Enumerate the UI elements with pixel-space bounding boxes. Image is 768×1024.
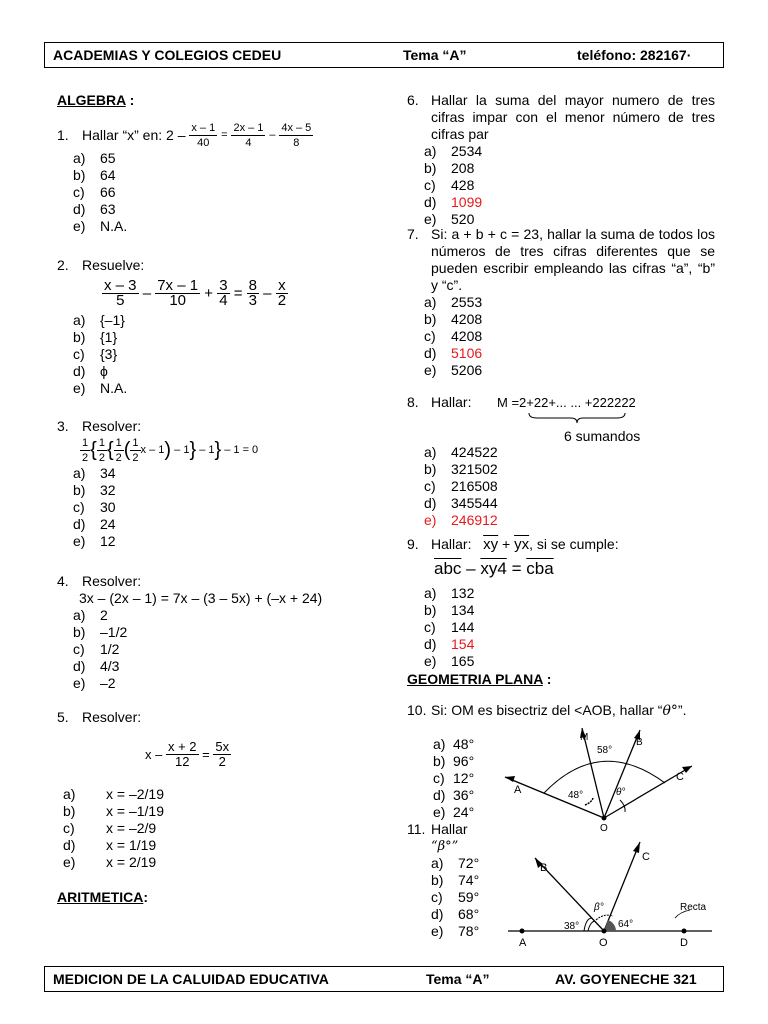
label-64: 64° <box>618 919 634 930</box>
question-2: 2. Resuelve: $\frac{x - 3}{5}$ – $\frac{7x - 1}{10}$ + $\frac{3}{4}$ = $\frac{8}{3}$ – $\frac{x}{2}$ a) {–1} b) {1} c) {3} d) ϕ e) N.A. <box>57 257 387 397</box>
q2-option-a[interactable]: a) {–1} <box>73 312 125 328</box>
q1-option-b[interactable]: b) 64 <box>73 167 116 183</box>
q8-option-b[interactable]: b) 321502 <box>424 461 498 477</box>
question-9: 9. Hallar: $\overline{xy} + \overline{yx}$, si se cumple: $\overline{abc} - xy4 = \overline{cba}$ a) 132 b) 134 c) 144 d) 154 e) 165 <box>407 536 717 670</box>
q3-equation: $\frac{1}{2}$ { $\frac{1}{2}$ { $\frac{1}{2}$ ( $\frac{1}{2}$ x – 1 ) – 1 } – 1 } – 1 = 0 <box>82 436 259 464</box>
footer-theme: Tema “A” <box>426 971 490 987</box>
geometria-heading: GEOMETRIA PLANA : <box>407 671 552 687</box>
q2-options <box>73 312 387 397</box>
question-8: 8. Hallar: M =2+22+... ... +222222 6 sumandos a) 424522 b) 321502 c) 216508 d) 345544 e) 246912 <box>407 394 717 411</box>
q5-option-e[interactable]: e) x = 2/19 <box>63 854 157 870</box>
point-O <box>602 929 607 934</box>
label-B: B <box>540 862 548 874</box>
q10-option-d[interactable]: d) 36° <box>433 787 475 803</box>
q6-option-b[interactable]: b) 208 <box>424 160 475 176</box>
q3-option-e[interactable]: e) 12 <box>73 533 116 549</box>
point-A <box>520 929 525 934</box>
q10-option-a[interactable]: a) 48° <box>433 736 475 752</box>
label-A: A <box>519 937 527 949</box>
q4-option-b[interactable]: b) –1/2 <box>73 624 128 640</box>
q9-condition: $\overline{abc} - xy4 = \overline{cba}$ <box>434 559 554 578</box>
q9-option-d[interactable]: d) 154 <box>424 636 475 652</box>
bottom-footer <box>44 966 724 992</box>
q2-option-b[interactable]: b) {1} <box>73 329 118 345</box>
q11-option-d[interactable]: d) 68° <box>431 906 480 922</box>
q7-option-b[interactable]: b) 4208 <box>424 311 483 327</box>
question-6: 6. Hallar la suma del mayor numero de tres cifras impar con el menor número de tres cifras par a) 2534 b) 208 c) 428 d) 1099 e) 520 <box>407 92 715 227</box>
q10-option-c[interactable]: c) 12° <box>433 770 475 786</box>
label-A: A <box>514 784 522 796</box>
arc-theta <box>620 800 625 812</box>
q6-option-e[interactable]: e) 520 <box>424 211 475 227</box>
label-38: 38° <box>564 921 580 932</box>
q3-option-c[interactable]: c) 30 <box>73 499 116 515</box>
label-O: O <box>599 937 608 949</box>
arc-38-inner <box>588 921 595 931</box>
q8-under-label: 6 sumandos <box>564 428 641 444</box>
arc-48 <box>585 798 593 805</box>
q2-option-d[interactable]: d) ϕ <box>73 363 108 379</box>
label-48: 48° <box>568 790 584 801</box>
q8-option-e[interactable]: e) 246912 <box>424 512 498 528</box>
q1-options <box>73 150 387 235</box>
q6-option-d[interactable]: d) 1099 <box>424 194 483 210</box>
q3-option-a[interactable]: a) 34 <box>73 465 116 481</box>
q4-option-c[interactable]: c) 1/2 <box>73 641 120 657</box>
q7-options <box>424 294 717 379</box>
q8-options <box>424 444 714 529</box>
q10-figure <box>500 720 710 835</box>
q7-option-a[interactable]: a) 2553 <box>424 294 483 310</box>
q10-option-e[interactable]: e) 24° <box>433 804 475 820</box>
q8-option-c[interactable]: c) 216508 <box>424 478 498 494</box>
q2-option-c[interactable]: c) {3} <box>73 346 118 362</box>
q11-option-e[interactable]: e) 78° <box>431 923 480 939</box>
ray-OC <box>604 842 640 931</box>
q5-option-c[interactable]: c) x = –2/9 <box>63 820 157 836</box>
footer-address: AV. GOYENECHE 321 <box>555 971 697 987</box>
q7-option-e[interactable]: e) 5206 <box>424 362 483 378</box>
q6-option-c[interactable]: c) 428 <box>424 177 475 193</box>
q11-options <box>431 855 507 940</box>
arrowhead-C <box>633 842 640 853</box>
label-recta: Recta <box>680 902 707 913</box>
question-4: 4. Resolver: 3x – (2x – 1) = 7x – (3 – 5x) + (–x + 24) a) 2 b) –1/2 c) 1/2 d) 4/3 e) –2 <box>57 573 387 692</box>
q5-option-b[interactable]: b) x = –1/19 <box>63 803 164 819</box>
q9-option-e[interactable]: e) 165 <box>424 653 475 669</box>
label-58: 58° <box>597 745 613 756</box>
q3-option-d[interactable]: d) 24 <box>73 516 116 532</box>
q2-option-e[interactable]: e) N.A. <box>73 380 128 396</box>
q5-equation: x – $\frac{x + 2}{12}$ = $\frac{5x}{2}$ <box>145 738 230 769</box>
arc-beta <box>596 915 613 920</box>
label-D: D <box>680 937 688 949</box>
q11-option-a[interactable]: a) 72° <box>431 855 480 871</box>
q11-option-b[interactable]: b) 74° <box>431 872 480 888</box>
q7-option-c[interactable]: c) 4208 <box>424 328 483 344</box>
ray-OB <box>604 730 640 818</box>
label-C: C <box>642 851 650 863</box>
footer-title: MEDICION DE LA CALUIDAD EDUCATIVA <box>53 971 329 987</box>
q1-option-c[interactable]: c) 66 <box>73 184 116 200</box>
q8-option-d[interactable]: d) 345544 <box>424 495 498 511</box>
question-10: 10. Si: OM es bisectriz del <AOB, hallar “θ°”. a) 48° b) 96° c) 12° d) 36° e) 24° <box>407 702 687 820</box>
label-O: O <box>600 823 608 834</box>
q4-equation: 3x – (2x – 1) = 7x – (3 – 5x) + (–x + 24) <box>79 590 323 606</box>
question-3: 3. Resolver: $\frac{1}{2}$ { $\frac{1}{2}$ { $\frac{1}{2}$ ( $\frac{1}{2}$ x – 1 ) – 1 } – 1 } – 1 = 0 a) 34 b) 32 c) 30 d) 24 e) 12 <box>57 418 387 550</box>
q5-option-a[interactable]: a) x = –2/19 <box>63 786 164 802</box>
label-C: C <box>676 771 684 783</box>
q11-figure <box>500 838 720 950</box>
q2-equation: $\frac{x - 3}{5}$ – $\frac{7x - 1}{10}$ + $\frac{3}{4}$ = $\frac{8}{3}$ – $\frac{x}{2}$ <box>104 276 287 309</box>
header-school: ACADEMIAS Y COLEGIOS CEDEU <box>53 47 282 63</box>
q4-option-a[interactable]: a) 2 <box>73 607 108 623</box>
q8-brace <box>527 411 627 425</box>
label-theta: θ° <box>616 787 626 798</box>
q5-option-d[interactable]: d) x = 1/19 <box>63 837 157 853</box>
q8-expression: M =2+22+... ... +222222 <box>497 395 636 410</box>
q1-option-a[interactable]: a) 65 <box>73 150 116 166</box>
q9-options <box>424 585 717 670</box>
q9-option-b[interactable]: b) 134 <box>424 602 475 618</box>
q7-option-d[interactable]: d) 5106 <box>424 345 483 361</box>
q1-option-d[interactable]: d) 63 <box>73 201 116 217</box>
question-11: 11. Hallar “β°” a) 72° b) 74° c) 59° d) 68° e) 78° <box>407 821 507 940</box>
q3-option-b[interactable]: b) 32 <box>73 482 116 498</box>
label-M: M <box>580 732 589 743</box>
q4-option-d[interactable]: d) 4/3 <box>73 658 120 674</box>
algebra-heading: ALGEBRA : <box>57 92 135 108</box>
q6-options <box>424 143 717 228</box>
label-beta: β° <box>594 902 604 913</box>
q1-option-e[interactable]: e) N.A. <box>73 218 128 234</box>
header-theme: Tema “A” <box>403 47 467 63</box>
label-B: B <box>636 737 643 748</box>
point-O <box>602 816 607 821</box>
q9-option-a[interactable]: a) 132 <box>424 585 475 601</box>
q10-option-b[interactable]: b) 96° <box>433 753 475 769</box>
q3-options <box>73 465 387 550</box>
aritmetica-heading: ARITMETICA: <box>57 889 148 905</box>
q10-options <box>433 736 493 821</box>
question-7: 7. Si: a + b + c = 23, hallar la suma de todos los números de tres cifras diferentes que se pueden escribir empleando las cifras “a”, “b” y “c”. a) 2553 b) 4208 c) 4208 d) 5106 e) 5206 <box>407 226 715 378</box>
q8-option-a[interactable]: a) 424522 <box>424 444 498 460</box>
arc-big <box>544 761 665 793</box>
q9-option-c[interactable]: c) 144 <box>424 619 475 635</box>
header-phone: teléfono: 282167· <box>577 47 692 63</box>
q4-option-e[interactable]: e) –2 <box>73 675 116 691</box>
question-1: 1. Hallar “x” en: 2 – $\frac{x - 1}{40}$ = $\frac{2x - 1}{4}$ – $\frac{4x - 5}{8}$ a) 65 b) 64 c) 66 d) 63 e) N.A. <box>57 120 387 235</box>
point-D <box>682 929 687 934</box>
top-header <box>44 42 724 68</box>
q4-options <box>73 607 387 692</box>
q6-option-a[interactable]: a) 2534 <box>424 143 483 159</box>
question-5: 5. Resolver: x – $\frac{x + 2}{12}$ = $\frac{5x}{2}$ a) x = –2/19 b) x = –1/19 c) x = –2/9 d) x = 1/19 e) x = 2/19 <box>57 709 387 871</box>
q11-option-c[interactable]: c) 59° <box>431 889 480 905</box>
q5-options <box>63 786 387 871</box>
